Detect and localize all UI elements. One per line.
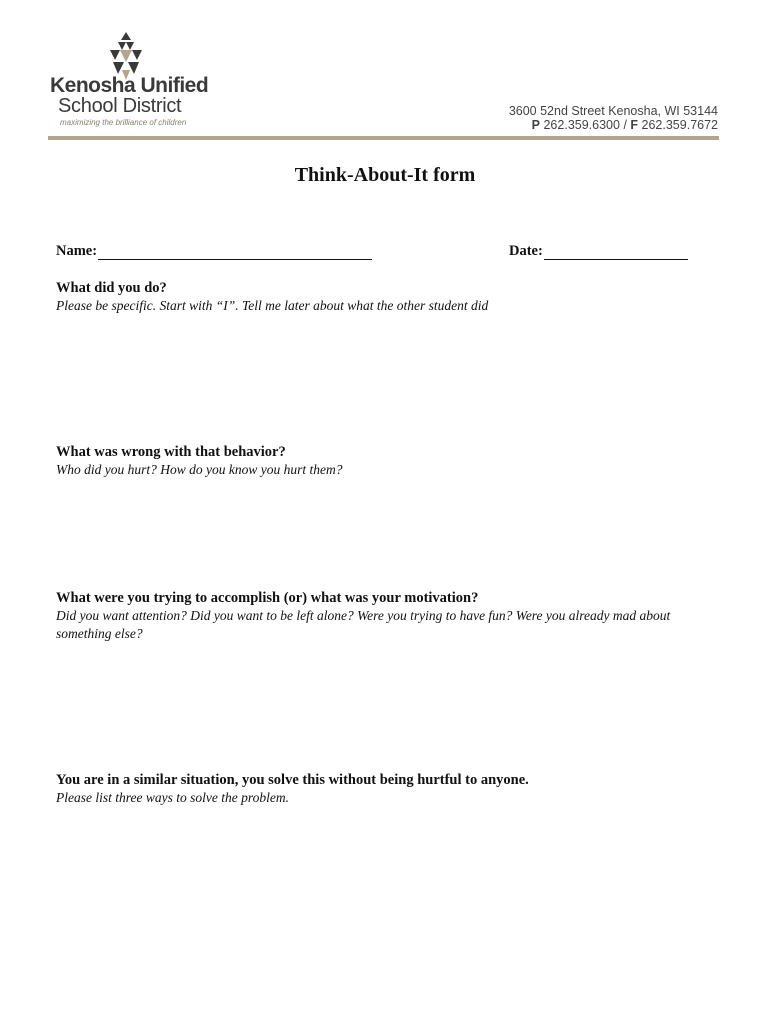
street-address: 3600 52nd Street Kenosha, WI 53144 [508,104,718,118]
question-3-subtext: Did you want attention? Did you want to be left alone? Were you trying to have fun? Were you already mad about something else? [56,608,671,641]
district-name-line2: School District [58,95,182,117]
question-4-subtext: Please list three ways to solve the problem. [56,790,289,805]
fax-number: 262.359.7672 [641,118,718,132]
phone-prefix: P [531,118,540,132]
district-name [50,76,208,116]
district-name-line1: Kenosha Unified [50,74,209,97]
answer-4-area[interactable] [56,808,696,1008]
answer-3-area[interactable] [56,645,696,765]
question-4 [56,771,696,807]
date-field[interactable] [509,243,688,260]
question-1-subtext: Please be specific. Start with “I”. Tell me later about what the other student did [56,298,489,313]
phone-number: 262.359.6300 [543,118,620,132]
date-label: Date: [509,243,543,259]
form-title: Think-About-It form [294,164,476,186]
question-2-subtext: Who did you hurt? How do you know you hurt them? [56,462,343,477]
question-2 [56,443,696,479]
district-address [509,104,718,132]
name-label: Name: [56,243,98,259]
district-tagline: maximizing the brilliance of children [60,118,187,127]
answer-2-area[interactable] [56,480,696,585]
letterhead-divider [48,136,719,140]
contact-numbers [509,118,718,132]
question-2-heading: What was wrong with that behavior? [56,444,286,460]
question-4-heading: You are in a similar situation, you solve this without being hurtful to anyone. [56,772,529,788]
contact-separator: / [623,118,627,132]
name-field[interactable] [56,243,372,260]
fax-prefix: F [630,118,639,132]
question-3-heading: What were you trying to accomplish (or) what was your motivation? [56,590,479,606]
question-1-heading: What did you do? [56,280,167,296]
answer-1-area[interactable] [56,315,696,440]
date-blank-line[interactable] [544,245,688,260]
question-1 [56,279,696,315]
name-blank-line[interactable] [98,245,372,260]
question-3 [56,589,696,643]
